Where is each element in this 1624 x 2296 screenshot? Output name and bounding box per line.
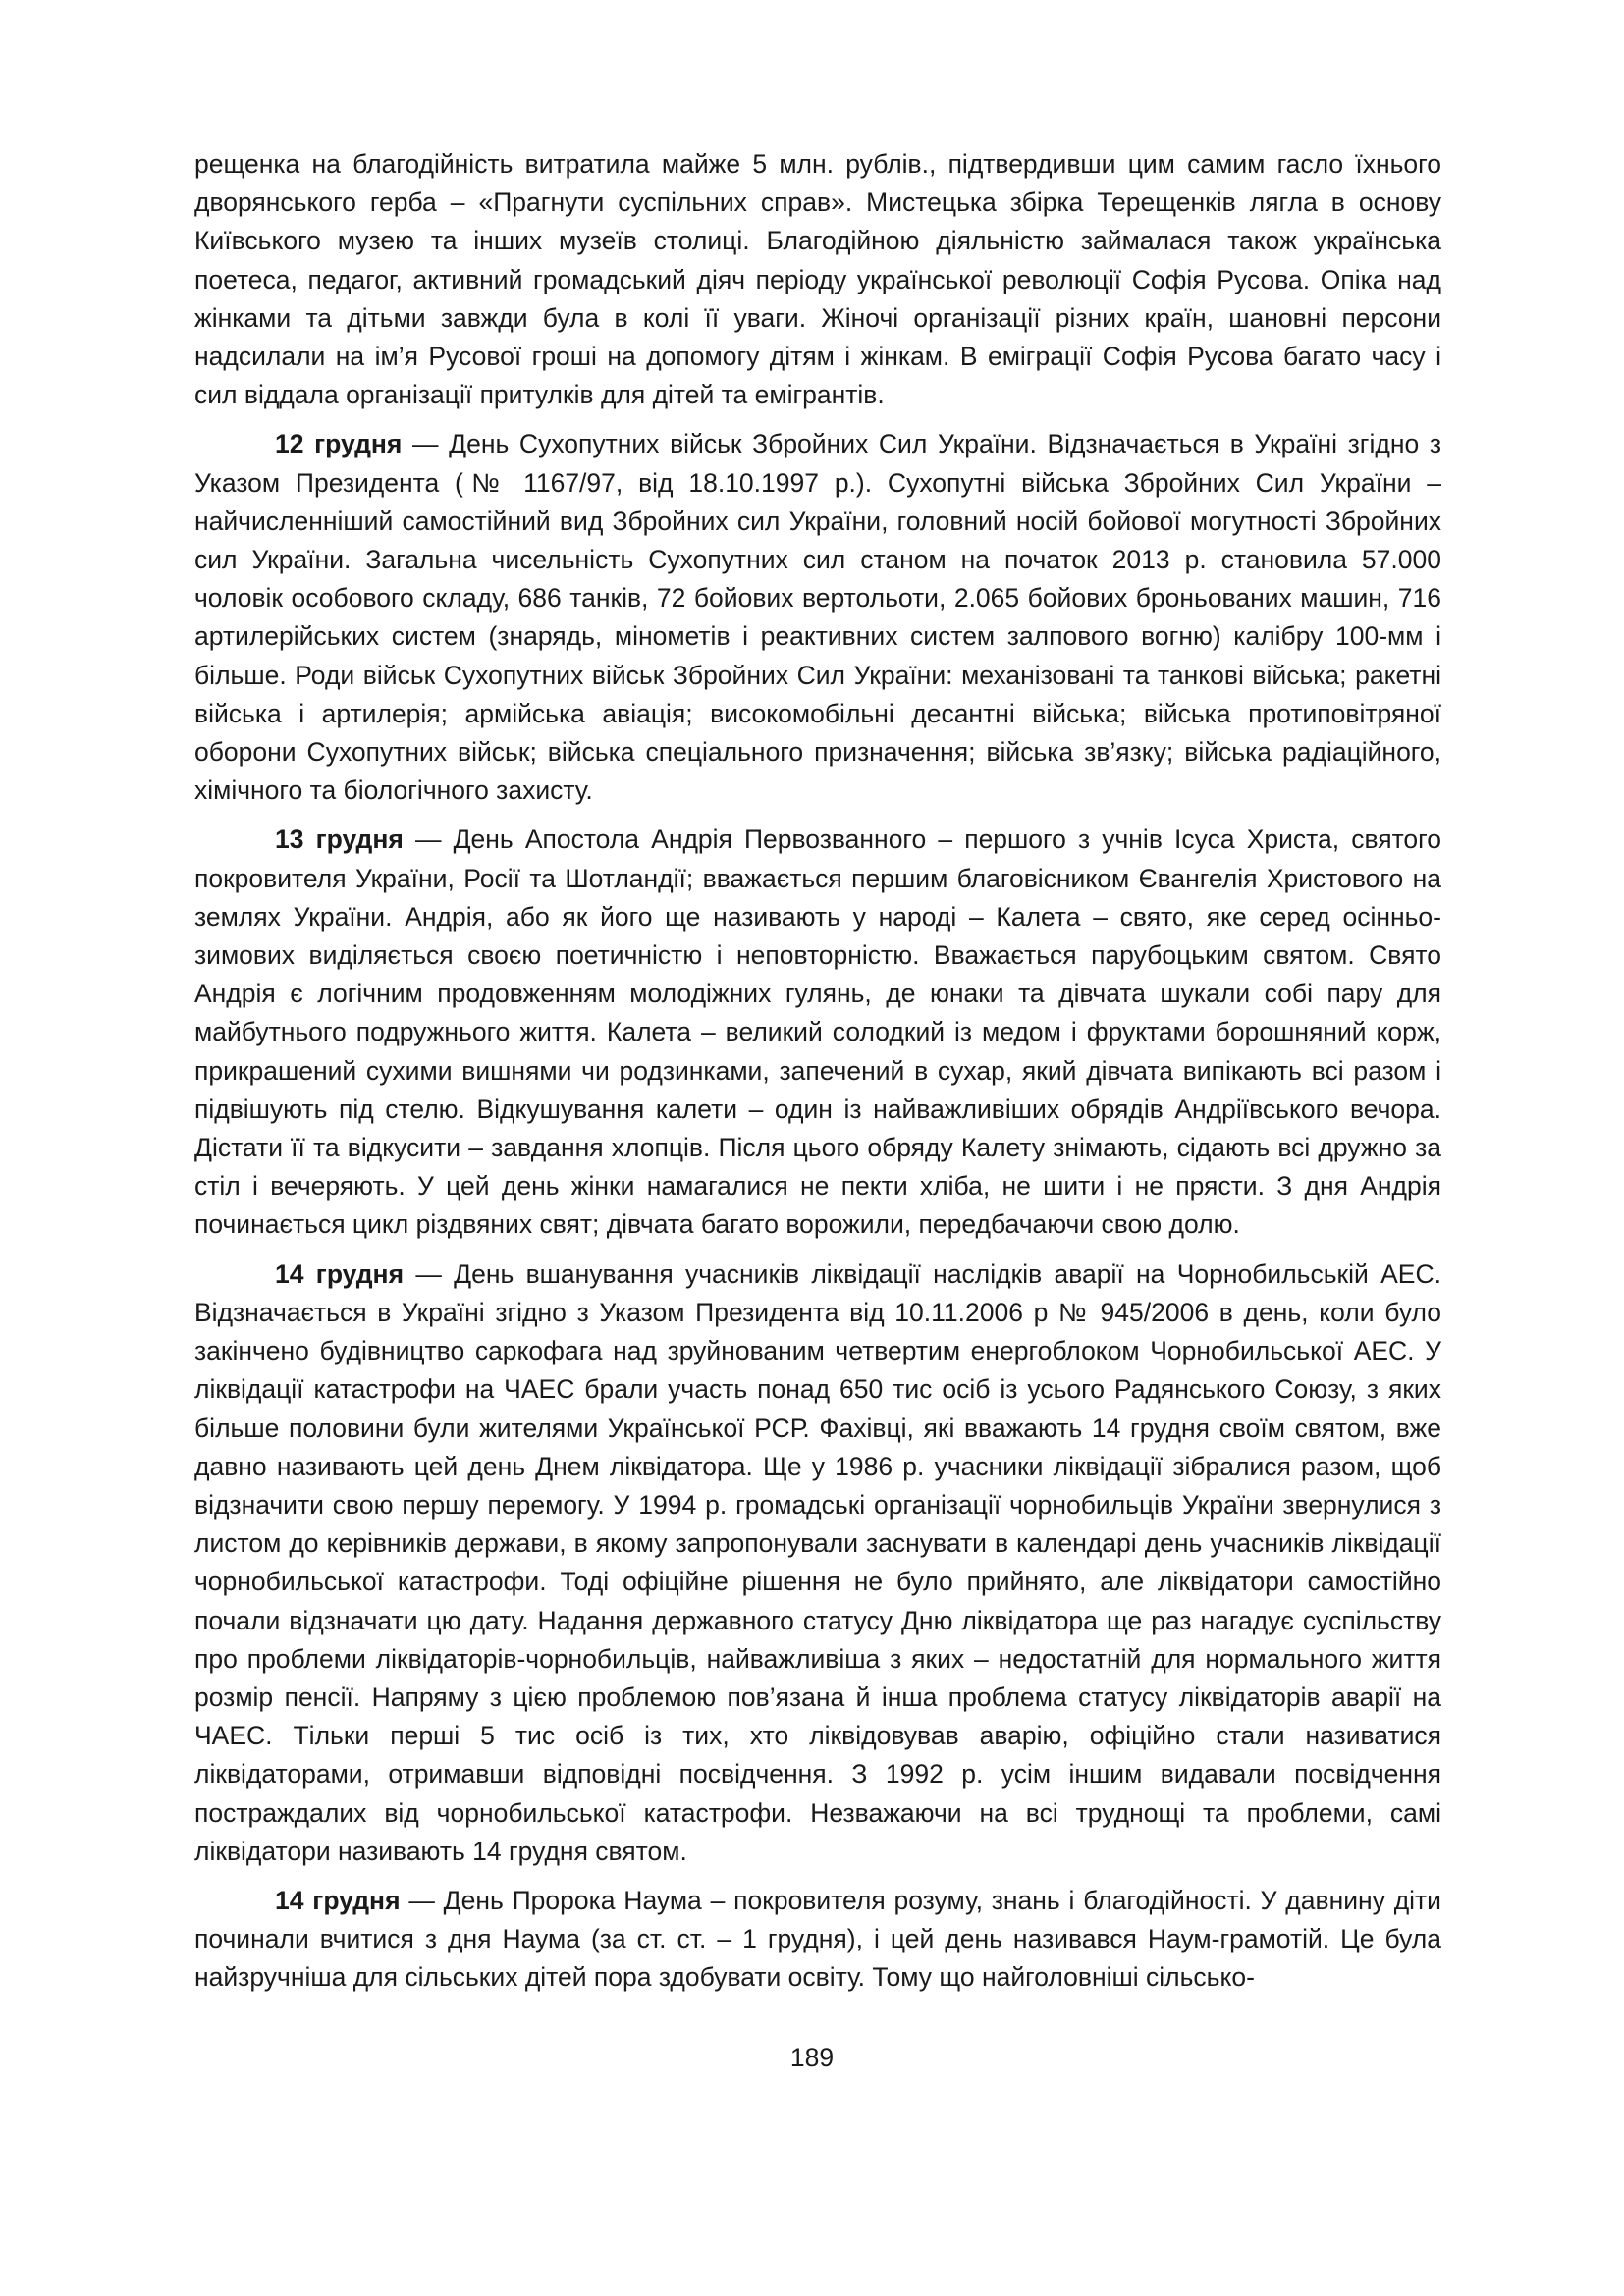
paragraph-date: 13 грудня bbox=[275, 825, 404, 855]
paragraph-text: — День Апостола Андрія Первозванного – першого з учнів Ісуса Христа, святого покровителя України, Росії та Шотландії; вважається першим благовісником Євангелія Христового на землях України. Андрія, або як його ще називають у народі – Калета – свято, яке серед осінньо-зимових виділяється своєю поетичністю і неповторністю. Вважається парубоцьким святом. Свято Андрія є логічним продовженням молодіжних гулянь, де юнаки та дівчата шукали собі пару для майбутнього подружнього життя. Калета – великий солодкий із медом і фруктами борошняний корж, прикрашений сухими вишнями чи родзинками, запечений в сухар, який дівчата випікають всі разом і підвішують під стелю. Відкушування калети – один із найважливіших обрядів Андріївського вечора. Дістати її та відкусити – завдання хлопців. Після цього обряду Калету знімають, сідають всі дружно за стіл і вечеряють. У цей день жінки намагалися не пекти хліба, не шити і не прясти. З дня Андрія починається цикл різдвяних свят; дівчата багато ворожили, передбачаючи свою долю. bbox=[194, 825, 1441, 1240]
paragraph-continuation bbox=[194, 145, 1441, 414]
paragraph-prophet-naum-day bbox=[194, 1882, 1441, 1998]
paragraph-st-andrew-day bbox=[194, 821, 1441, 1244]
paragraph-ground-forces-day bbox=[194, 425, 1441, 810]
paragraph-date: 12 грудня bbox=[275, 429, 403, 459]
paragraph-text: — День вшанування учасників ліквідації наслідків аварії на Чорнобильській АЕС. Відзначається в Україні згідно з Указом Президента від 10.11.2006 р № 945/2006 в день, коли було закінчено будівництво саркофага над зруйнованим четвертим енергоблоком Чорнобильської АЕС. У ліквідації катастрофи на ЧАЕС брали участь понад 650 тис осіб із усього Радянського Союзу, з яких більше половини були жителями Української РСР. Фахівці, які вважають 14 грудня своїм святом, вже давно називають цей день Днем ліквідатора. Ще у 1986 р. учасники ліквідації зібралися разом, щоб відзначити свою першу перемогу. У 1994 р. громадські організації чорнобильців України звернулися з листом до керівників держави, в якому запропонували заснувати в календарі день учасників ліквідації чорнобильської катастрофи. Тоді офіційне рішення не було прийнято, але ліквідатори самостійно почали відзначати цю дату. Надання державного статусу Дню ліквідатора ще раз нагадує суспільству про проблеми ліквідаторів-чорнобильців, найважливіша з яких – недостатній для нормального життя розмір пенсії. Напряму з цією проблемою пов’язана й інша проблема статусу ліквідаторів аварії на ЧАЕС. Тільки перші 5 тис осіб із тих, хто ліквідовував аварію, офіційно стали називатися ліквідаторами, отримавши відповідні посвідчення. З 1992 р. усім іншим видавали посвідчення постраждалих від чорнобильської катастрофи. Незважаючи на всі труднощі та проблеми, самі ліквідатори називають 14 грудня святом. bbox=[194, 1258, 1441, 1866]
paragraph-date: 14 грудня bbox=[275, 1258, 405, 1289]
paragraph-text: рещенка на благодійність витратила майже 5 млн. рублів., підтвердивши цим самим гасло їхнього дворянського герба – «Прагнути суспільних справ». Мистецька збірка Терещенків лягла в основу Київського музею та інших музеїв столиці. Благодійною діяльністю займалася також українська поетеса, педагог, активний громадський діяч періоду української революції Софія Русова. Опіка над жінками та дітьми завжди була в колі її уваги. Жіночі організації різних країн, шановні персони надсилали на ім’я Русової гроші на допомогу дітям і жінкам. В еміграції Софія Русова багато часу і сил віддала організації притулків для дітей та емігрантів. bbox=[194, 149, 1441, 410]
paragraph-date: 14 грудня bbox=[275, 1885, 401, 1915]
document-page bbox=[194, 145, 1441, 2008]
paragraph-text: — День Пророка Наума – покровителя розуму, знань і благодійності. У давнину діти починали вчитися з дня Наума (за ст. ст. – 1 грудня), і цей день називався Наум-грамотій. Це була найзручніша для сільських дітей пора здобувати освіту. Тому що найголовніші сільсько- bbox=[194, 1885, 1441, 1993]
page-number: 189 bbox=[789, 2043, 835, 2072]
paragraph-text: — День Сухопутних військ Збройних Сил України. Відзначається в Україні згідно з Указом Президента (№ 1167/97, від 18.10.1997 р.). Сухопутні війська Збройних Сил України – найчисленніший самостійний вид Збройних сил України, головний носій бойової могутності Збройних сил України. Загальна чисельність Сухопутних сил станом на початок 2013 р. становила 57.000 чоловік особового складу, 686 танків, 72 бойових вертольоти, 2.065 бойових броньованих машин, 716 артилерійських систем (знарядь, мінометів і реактивних систем залпового вогню) калібру 100-мм і більше. Роди військ Сухопутних військ Збройних Сил України: механізовані та танкові війська; ракетні війська і артилерія; армійська авіація; високомобільні десантні війська; війська протиповітряної оборони Сухопутних військ; війська спеціального призначення; війська зв’язку; війська радіаційного, хімічного та біологічного захисту. bbox=[194, 429, 1441, 806]
paragraph-chornobyl-liquidators-day bbox=[194, 1255, 1441, 1871]
